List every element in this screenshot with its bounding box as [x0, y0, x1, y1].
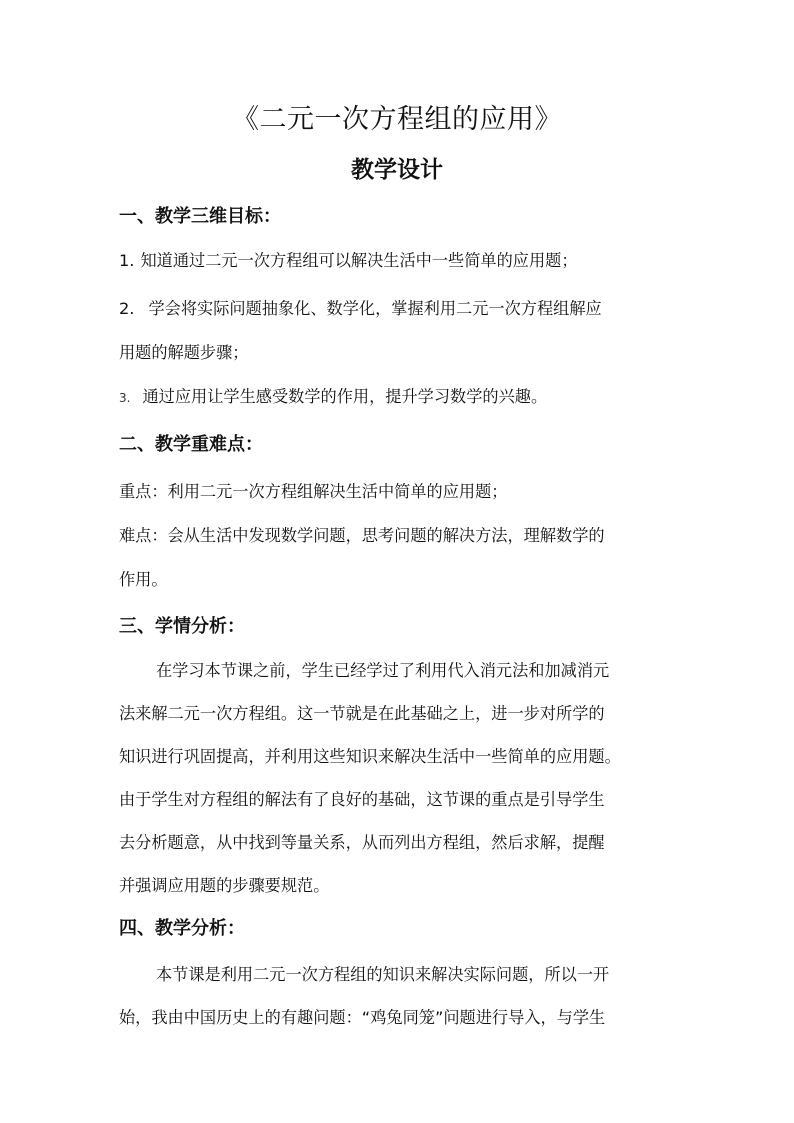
section-heading-key-points: 二、教学重难点：	[119, 434, 263, 455]
student-analysis-line: 知识进行巩固提高，并利用这些知识来解决生活中一些简单的应用题。	[119, 747, 621, 766]
difficulty-text-line-2: 作用。	[119, 570, 168, 589]
objective-number: 1.	[119, 251, 135, 270]
objective-text: 学会将实际问题抽象化、数学化，掌握利用二元一次方程组解应	[148, 299, 602, 318]
student-analysis-line: 在学习本节课之前，学生已经学过了利用代入消元法和加减消元	[156, 661, 610, 680]
objective-number: 2.	[119, 299, 135, 318]
objective-item-2-continued: 用题的解题步骤；	[119, 343, 249, 362]
objective-item-2	[119, 295, 602, 323]
document-title: 《二元一次方程组的应用》	[232, 104, 562, 135]
section-heading-teaching-analysis: 四、教学分析：	[119, 918, 245, 939]
teaching-analysis-line: 本节课是利用二元一次方程组的知识来解决实际问题，所以一开	[156, 965, 610, 984]
teaching-analysis-line: 始，我由中国历史上的有趣问题：“鸡兔同笼”问题进行导入，与学生	[119, 1008, 606, 1027]
student-analysis-line: 去分析题意，从中找到等量关系，从而列出方程组，然后求解，提醒	[119, 833, 605, 852]
key-point-text: 重点：利用二元一次方程组解决生活中简单的应用题；	[119, 482, 508, 501]
objective-text: 通过应用让学生感受数学的作用，提升学习数学的兴趣。	[142, 387, 548, 406]
student-analysis-line: 法来解二元一次方程组。这一节就是在此基础之上，进一步对所学的	[119, 704, 605, 723]
student-analysis-line: 并强调应用题的步骤要规范。	[119, 876, 330, 895]
objective-item-3	[119, 383, 547, 412]
objective-item-1	[119, 247, 578, 275]
section-heading-objectives: 一、教学三维目标：	[119, 206, 281, 227]
section-heading-student-analysis: 三、学情分析：	[119, 616, 245, 637]
difficulty-text-line-1: 难点：会从生活中发现数学问题，思考问题的解决方法，理解数学的	[119, 526, 605, 545]
student-analysis-line: 由于学生对方程组的解法有了良好的基础，这节课的重点是引导学生	[119, 790, 605, 809]
objective-number: 3.	[119, 391, 131, 405]
document-subtitle: 教学设计	[351, 156, 443, 183]
objective-text: 知道通过二元一次方程组可以解决生活中一些简单的应用题；	[140, 251, 578, 270]
